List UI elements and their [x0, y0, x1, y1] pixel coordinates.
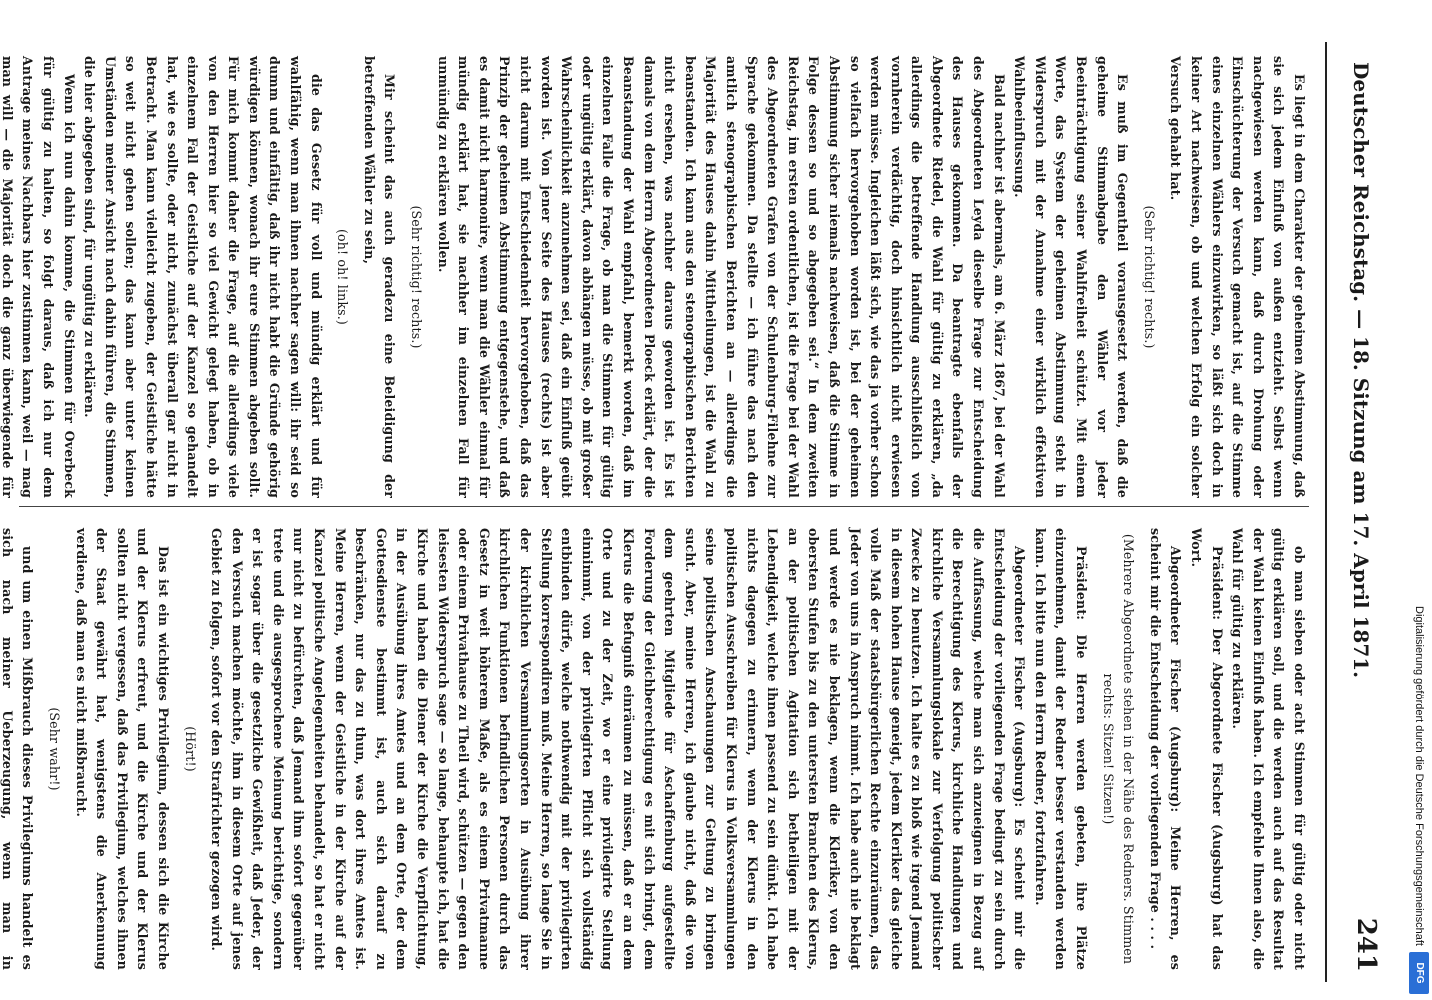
stage-direction: (Mehrere Abgeordnete stehen in der Nähe des Redners. Stimmen rechts: Sitzen! Sitzen!)	[1100, 533, 1137, 965]
stage-direction: (Sehr richtig! rechts.)	[1141, 205, 1157, 349]
paragraph: Abgeordneter Fischer (Augsburg): Meine Herren, es scheint mir die Entscheidung der vorliegenden Frage . . . .	[1147, 528, 1184, 970]
paragraph: die das Gesetz für voll und mündig erklärt und für wahlfähig, wenn man ihnen nachher sagen will: ihr seid so dumm und einfältig, daß ihr nicht habt die Gründe gehörig würdigen können, wonach ihr eure Stimmen abgeben sollt. Für mich kommt daher die Frage, auf die allerdings viele von den Herren hier so viel Gewicht gelegt haben, ob in einzelnem Fall der Geistliche auf der Kanzel so gehandelt hat, wie es sollte, oder nicht, zunächst überall gar nicht in Betracht. Man kann vielleicht zugeben, der Geistliche hätte so weit nicht gehen sollen; das kann aber unter keinen Umständen meiner Ansicht nach dahin führen, die Stimmen, die hier abgegeben sind, für ungültig zu erklären.	[82, 56, 324, 498]
left-column	[0, 56, 1309, 498]
header-rule	[1325, 42, 1327, 982]
right-column	[0, 528, 1309, 971]
stage-direction: (Hört!)	[182, 726, 198, 772]
paragraph: Bald nachher ist abermals, am 6. März 1867, bei der Wahl des Abgeordneten Leyda dieselbe Frage zur Entscheidung des Hauses gekommen. Da beantragte ebenfalls der Abgeordnete Riedel, die Wahl für gültig zu erklären, „da allerdings die betreffende Handlung ausschließlich von vornherein verdächtig, doch hinsichtlich nicht erwiesen werden müsse. Ingleichen läßt sich, wie das ja vorher schon so vielfach hervorgehoben worden ist, bei der geheimen Abstimmung sicher niemals nachweisen, daß die Stimme in Folge dessen so und so abgegeben sei.“ In dem zweiten Reichstag, im ersten ordentlichen, ist die Frage bei der Wahl des Abgeordneten Grafen von der Schulenburg-Filehne zur Sprache gekommen. Da stellte — ich führe das nach den amtlich stenographischen Berichten an — allerdings die Majorität des Hauses dahin Mittheilungen, ist die Wahl zu beanstanden. Ich kann aus den stenographischen Berichten nicht ersehen, was nachher daraus geworden ist. Es ist damals von dem Herrn Abgeordneten Ploeck erklärt, der die Beanstandung der Wahl empfahl, bemerkt worden, daß im einzelnen Falle die Frage, ob man die Stimmen für gültig oder ungültig erklärt, davon abhängen müsse, ob mit großer Wahrscheinlichkeit anzunehmen sei, daß ein Einfluß geübt worden ist. Von jener Seite des Hauses (rechts) ist aber nicht darum mit Entschiedenheit hervorgehoben, daß das Prinzip der geheimen Abstimmung entgegenstehe, und daß es damit nicht harmonire, wenn man die Wähler einmal für mündig erklärt hat, sie nachher im einzelnen Fall für unmündig zu erklären wollen.	[435, 56, 1007, 498]
paragraph: und um einen Mißbrauch dieses Privilegiums handelt es sich nach meiner Ueberzeugung, wenn man in	[0, 528, 36, 970]
running-head	[1331, 42, 1391, 982]
stage-direction: (oh! oh! links.)	[335, 228, 351, 325]
stage-direction: (Sehr wahr!)	[46, 707, 62, 791]
paragraph: ob man sieben oder acht Stimmen für gültig oder nicht gültig erklären soll, und die werden auch auf das Resultat der Wahl keinen Einfluß haben. Ich empfehle Ihnen also, die Wahl für gültig zu erklären.	[1230, 528, 1307, 970]
paragraph: Präsident: Der Abgeordnete Fischer (Augsburg) hat das Wort.	[1189, 528, 1225, 970]
paragraph: Präsident: Die Herren werden gebeten, ihre Plätze einzunehmen, damit der Redner besser verstanden werden kann. Ich bitte nun den Herrn Redner, fortzufahren.	[1032, 528, 1090, 970]
dfg-logo: DFG	[1409, 952, 1429, 994]
column-divider	[19, 506, 1309, 507]
paragraph: Wenn ich nun dahin komme, die Stimmen für Overbeck für gültig zu halten, so folgt daraus, daß ich nur dem Antrage meines Nachbars hier zustimmen kann, weil — mag man will — die Majorität doch die ganz überwiegende für	[0, 56, 77, 498]
stage-direction: (Sehr richtig! rechts.)	[409, 205, 425, 349]
paragraph: Abgeordneter Fischer (Augsburg): Es scheint mir die Entscheidung der vorliegenden Frage bedingt zu sein durch die Auffassung, welche man sich anzueignen in Bezug auf die Berechtigung des Klerus, kirchliche Handlungen und kirchliche Versammlungslokale zur Verfolgung politischer Zwecke zu benutzen. Ich halte es zu bloß wie irgend Jemand in diesem hohen Hause geneigt, jedem Kleriker das gleiche volle Maß der staatsbürgerlichen Rechte einzuräumen, das Jeder von uns in Anspruch nimmt. Ich habe auch nie beklagt und werde es nie beklagen, wenn die Kleriker, von den obersten Stufen bis zu den untersten Branchen des Klerus, an der politischen Agitation sich betheiligen mit der Lebendigkeit, welche ihnen passend zu sein dünkt. Ich habe nichts dagegen zu erinnern, wenn der Klerus in den politischen Ausschreiben für Klerus in Volksversammlungen seine politischen Anschauungen zur Geltung zu bringen sucht. Aber, meine Herren, ich glaube nicht, daß die von dem geehrten Mitgliede für Aschaffenburg aufgestellte Forderung der Gleichberechtigung es mit sich bringt, dem Klerus die Befugniß einräumen zu müssen, daß er an dem Orte und zu der Zeit, wo er eine privilegirte Stellung einnimmt, von der privilegirten Pflicht sich vollständig entbinden dürfe, welche nothwendig mit der privilegirten Stellung korrespondiren muß. Meine Herren, so lange Sie in der kirchlichen Versammlungsorten in Ausübung ihrer kirchlichen Funktionen befindlichen Personen durch das Gesetz in weit höherem Maße, als es einem Privatmanne oder einem Privathause zu Theil wird, schützen — gegen den leisesten Widerspruch sage — so lange, behaupte ich, hat die Kirche und haben die Diener der Kirche die Verpflichtung, in der Ausübung ihres Amtes und an dem Orte, der dem Gottesdienste bestimmt ist, auch sich darauf zu beschränken, nur das zu thun, was dort ihres Amtes ist. Meine Herren, wenn der Geistliche in der Kirche auf der Kanzel politische Angelegenheiten behandelt, so hat er nicht nur nicht zu befürchten, daß Jemand ihm sofort gegenüber trete und die ausgesprochene Meinung berichtige, sondern er ist sogar über die gesetzliche Gewißheit, daß Jeder, der den Versuch machen möchte, ihm in diesem Orte auf jenes Gebiet zu folgen, sofort vor den Strafrichter gezogen wird.	[209, 528, 1028, 971]
paragraph: Es muß im Gegentheil vorausgesetzt werden, daß die geheime Stimmabgabe den Wähler vor jeder Beeinträchtigung seiner Wahlfreiheit schützt. Mit einem Worte, das System der geheimen Abstimmung steht in Widerspruch mit der Annahme einer wirklich effektiven Wahlbeeinflussung.	[1012, 56, 1131, 498]
paragraph: Das ist ein wichtiges Privilegium, dessen sich die Kirche und der Klerus erfreut, und die Kirche und der Klerus sollten nicht vergessen, daß das Privilegium, welches ihnen der Staat gewährt hat, wenigstens die Anerkennung verdiene, daß man es nicht mißbraucht.	[73, 528, 171, 970]
digitization-credit: Digitalisierung gefördert durch die Deutsche Forschungsgemeinschaft	[1413, 606, 1425, 946]
page-number: 241	[1351, 917, 1381, 972]
digitization-credit-strip	[1406, 0, 1432, 1000]
running-head-title: Deutscher Reichstag. — 18. Sitzung am 17. April 1871.	[1349, 62, 1373, 679]
paragraph: Mir scheint das auch geradezu eine Beleidigung der betreffenden Wähler zu sein,	[361, 56, 398, 498]
paragraph: Es liegt in dem Charakter der geheimen Abstimmung, daß sie sich jedem Einfluß von außen entzieht. Selbst wenn nachgewiesen werden kann, daß durch Drohung oder Einschüchterung der Versuch gemacht ist, auf die Stimme eines einzelnen Wählers einzuwirken, so läßt sich doch in keiner Art nachweisen, ob und welchen Erfolg ein solcher Versuch gehabt hat.	[1168, 56, 1307, 498]
